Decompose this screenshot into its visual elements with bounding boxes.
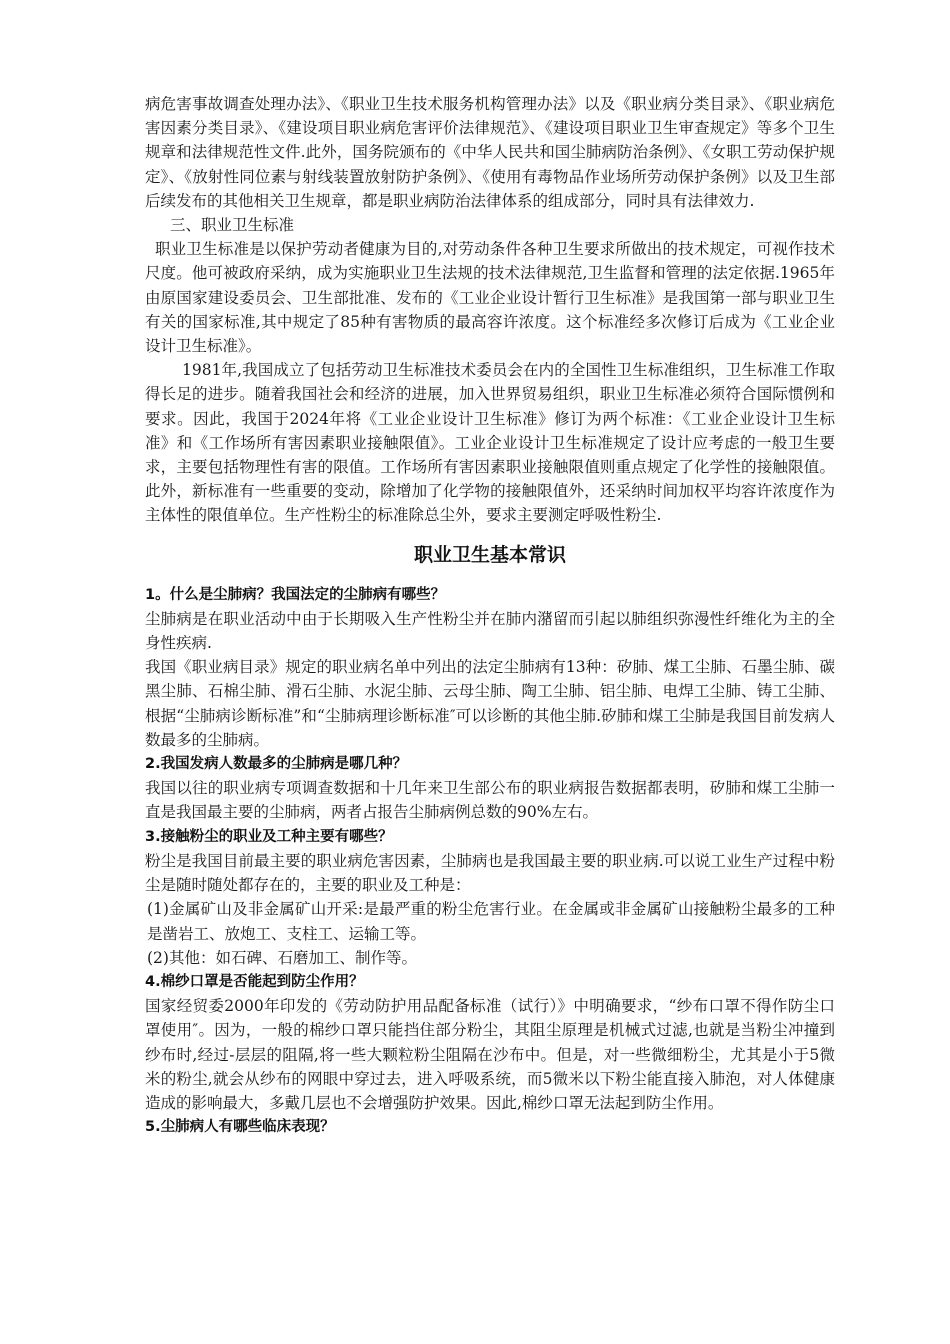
answer-4: 国家经贸委2000年印发的《劳动防护用品配备标准（试行）》中明确要求，“纱布口罩不得作防尘口罩使用″。因为，一般的棉纱口罩只能挡住部分粉尘，其阻尘原理是机械式过滤,也就是当粉尘冲撞到纱布时,经过-层层的阻隔,将一些大颗粒粉尘阻隔在沙布中。但是，对一些微细粉尘，尤其是小于5微米的粉尘,就会从纱布的网眼中穿过去，进入呼吸系统，而5微米以下粉尘能直接入肺泡，对人体健康造成的影响最大，多戴几层也不会增强防护效果。因此,棉纱口罩无法起到防尘作用。 [145, 997, 835, 1112]
answer-3-item-2: (2)其他：如石碑、石磨加工、制作等。 [147, 948, 417, 967]
document-page [145, 92, 835, 1139]
section-heading-occupational-health-standards: 三、职业卫生标准 [170, 216, 295, 235]
intro-paragraph-laws: 病危害事故调查处理办法》、《职业卫生技术服务机构管理办法》以及《职业病分类目录》、《职业病危害因素分类目录》、《建设项目职业病危害评价法律规范》、《建设项目职业卫生审查规定》等多个卫生规章和法律规范性文件.此外，国务院颁布的《中华人民共和国尘肺病防治条例》、《女职工劳动保护规定》、《放射性同位素与射线装置放射防护条例》、《使用有毒物品作业场所劳动保护条例》以及卫生部后续发布的其他相关卫生规章，都是职业病防治法律体系的组成部分，同时具有法律效力. [145, 95, 835, 210]
paragraph-standards-definition: 职业卫生标准是以保护劳动者健康为目的,对劳动条件各种卫生要求所做出的技术规定，可视作技术尺度。他可被政府采纳，成为实施职业卫生法规的技术法律规范,卫生监督和管理的法定依据.1965年由原国家建设委员会、卫生部批准、发布的《工业企业设计暂行卫生标准》是我国第一部与职业卫生有关的国家标准,其中规定了85种有害物质的最高容许浓度。这个标准经多次修订后成为《工业企业设计卫生标准》。 [145, 240, 835, 356]
paragraph-standards-history: 1981年,我国成立了包括劳动卫生标准技术委员会在内的全国性卫生标准组织，卫生标准工作取得长足的进步。随着我国社会和经济的进展，加入世界贸易组织，职业卫生标准必须符合国际惯例和要求。因此，我国于2024年将《工业企业设计卫生标准》修订为两个标准：《工业企业设计卫生标准》和《工作场所有害因素职业接触限值》。工业企业设计卫生标准规定了设计应考虑的一般卫生要求，主要包括物理性有害的限值。工作场所有害因素职业接触限值则重点规定了化学性的接触限值。此外，新标准有一些重要的变动，除增加了化学物的接触限值外，还采纳时间加权平均容许浓度作为主体性的限值单位。生产性粉尘的标准除总尘外，要求主要测定呼吸性粉尘. [145, 361, 835, 525]
answer-3-intro: 粉尘是我国目前最主要的职业病危害因素，尘肺病也是我国最主要的职业病.可以说工业生产过程中粉尘是随时随处都存在的，主要的职业及工种是： [145, 851, 835, 895]
page-title: 职业卫生基本常识 [413, 543, 566, 566]
question-3: 3.接触粉尘的职业及工种主要有哪些？ [145, 828, 393, 845]
question-2: 2.我国发病人数最多的尘肺病是哪几种？ [145, 756, 408, 773]
answer-1-definition: 尘肺病是在职业活动中由于长期吸入生产性粉尘并在肺内潴留而引起以肺组织弥漫性纤维化为主的全身性疾病. [145, 609, 835, 653]
question-1: 1。什么是尘肺病？我国法定的尘肺病有哪些？ [145, 586, 446, 603]
question-5: 5.尘肺病人有哪些临床表现？ [145, 1119, 335, 1136]
answer-2: 我国以往的职业病专项调查数据和十几年来卫生部公布的职业病报告数据都表明，矽肺和煤工尘肺一直是我国最主要的尘肺病，两者占报告尘肺病例总数的90%左右。 [145, 779, 835, 822]
question-4: 4.棉纱口罩是否能起到防尘作用？ [145, 973, 364, 990]
answer-1-list: 我国《职业病目录》规定的职业病名单中列出的法定尘肺病有13种：矽肺、煤工尘肺、石墨尘肺、碳黑尘肺、石棉尘肺、滑石尘肺、水泥尘肺、云母尘肺、陶工尘肺、铝尘肺、电焊工尘肺、铸工尘肺、根据“尘肺病诊断标准”和“尘肺病理诊断标准″可以诊断的其他尘肺.矽肺和煤工尘肺是我国目前发病人数最多的尘肺病。 [145, 658, 835, 749]
answer-3-item-1: (1)金属矿山及非金属矿山开采:是最严重的粉尘危害行业。在金属或非金属矿山接触粉尘最多的工种是凿岩工、放炮工、支柱工、运输工等。 [147, 900, 835, 943]
